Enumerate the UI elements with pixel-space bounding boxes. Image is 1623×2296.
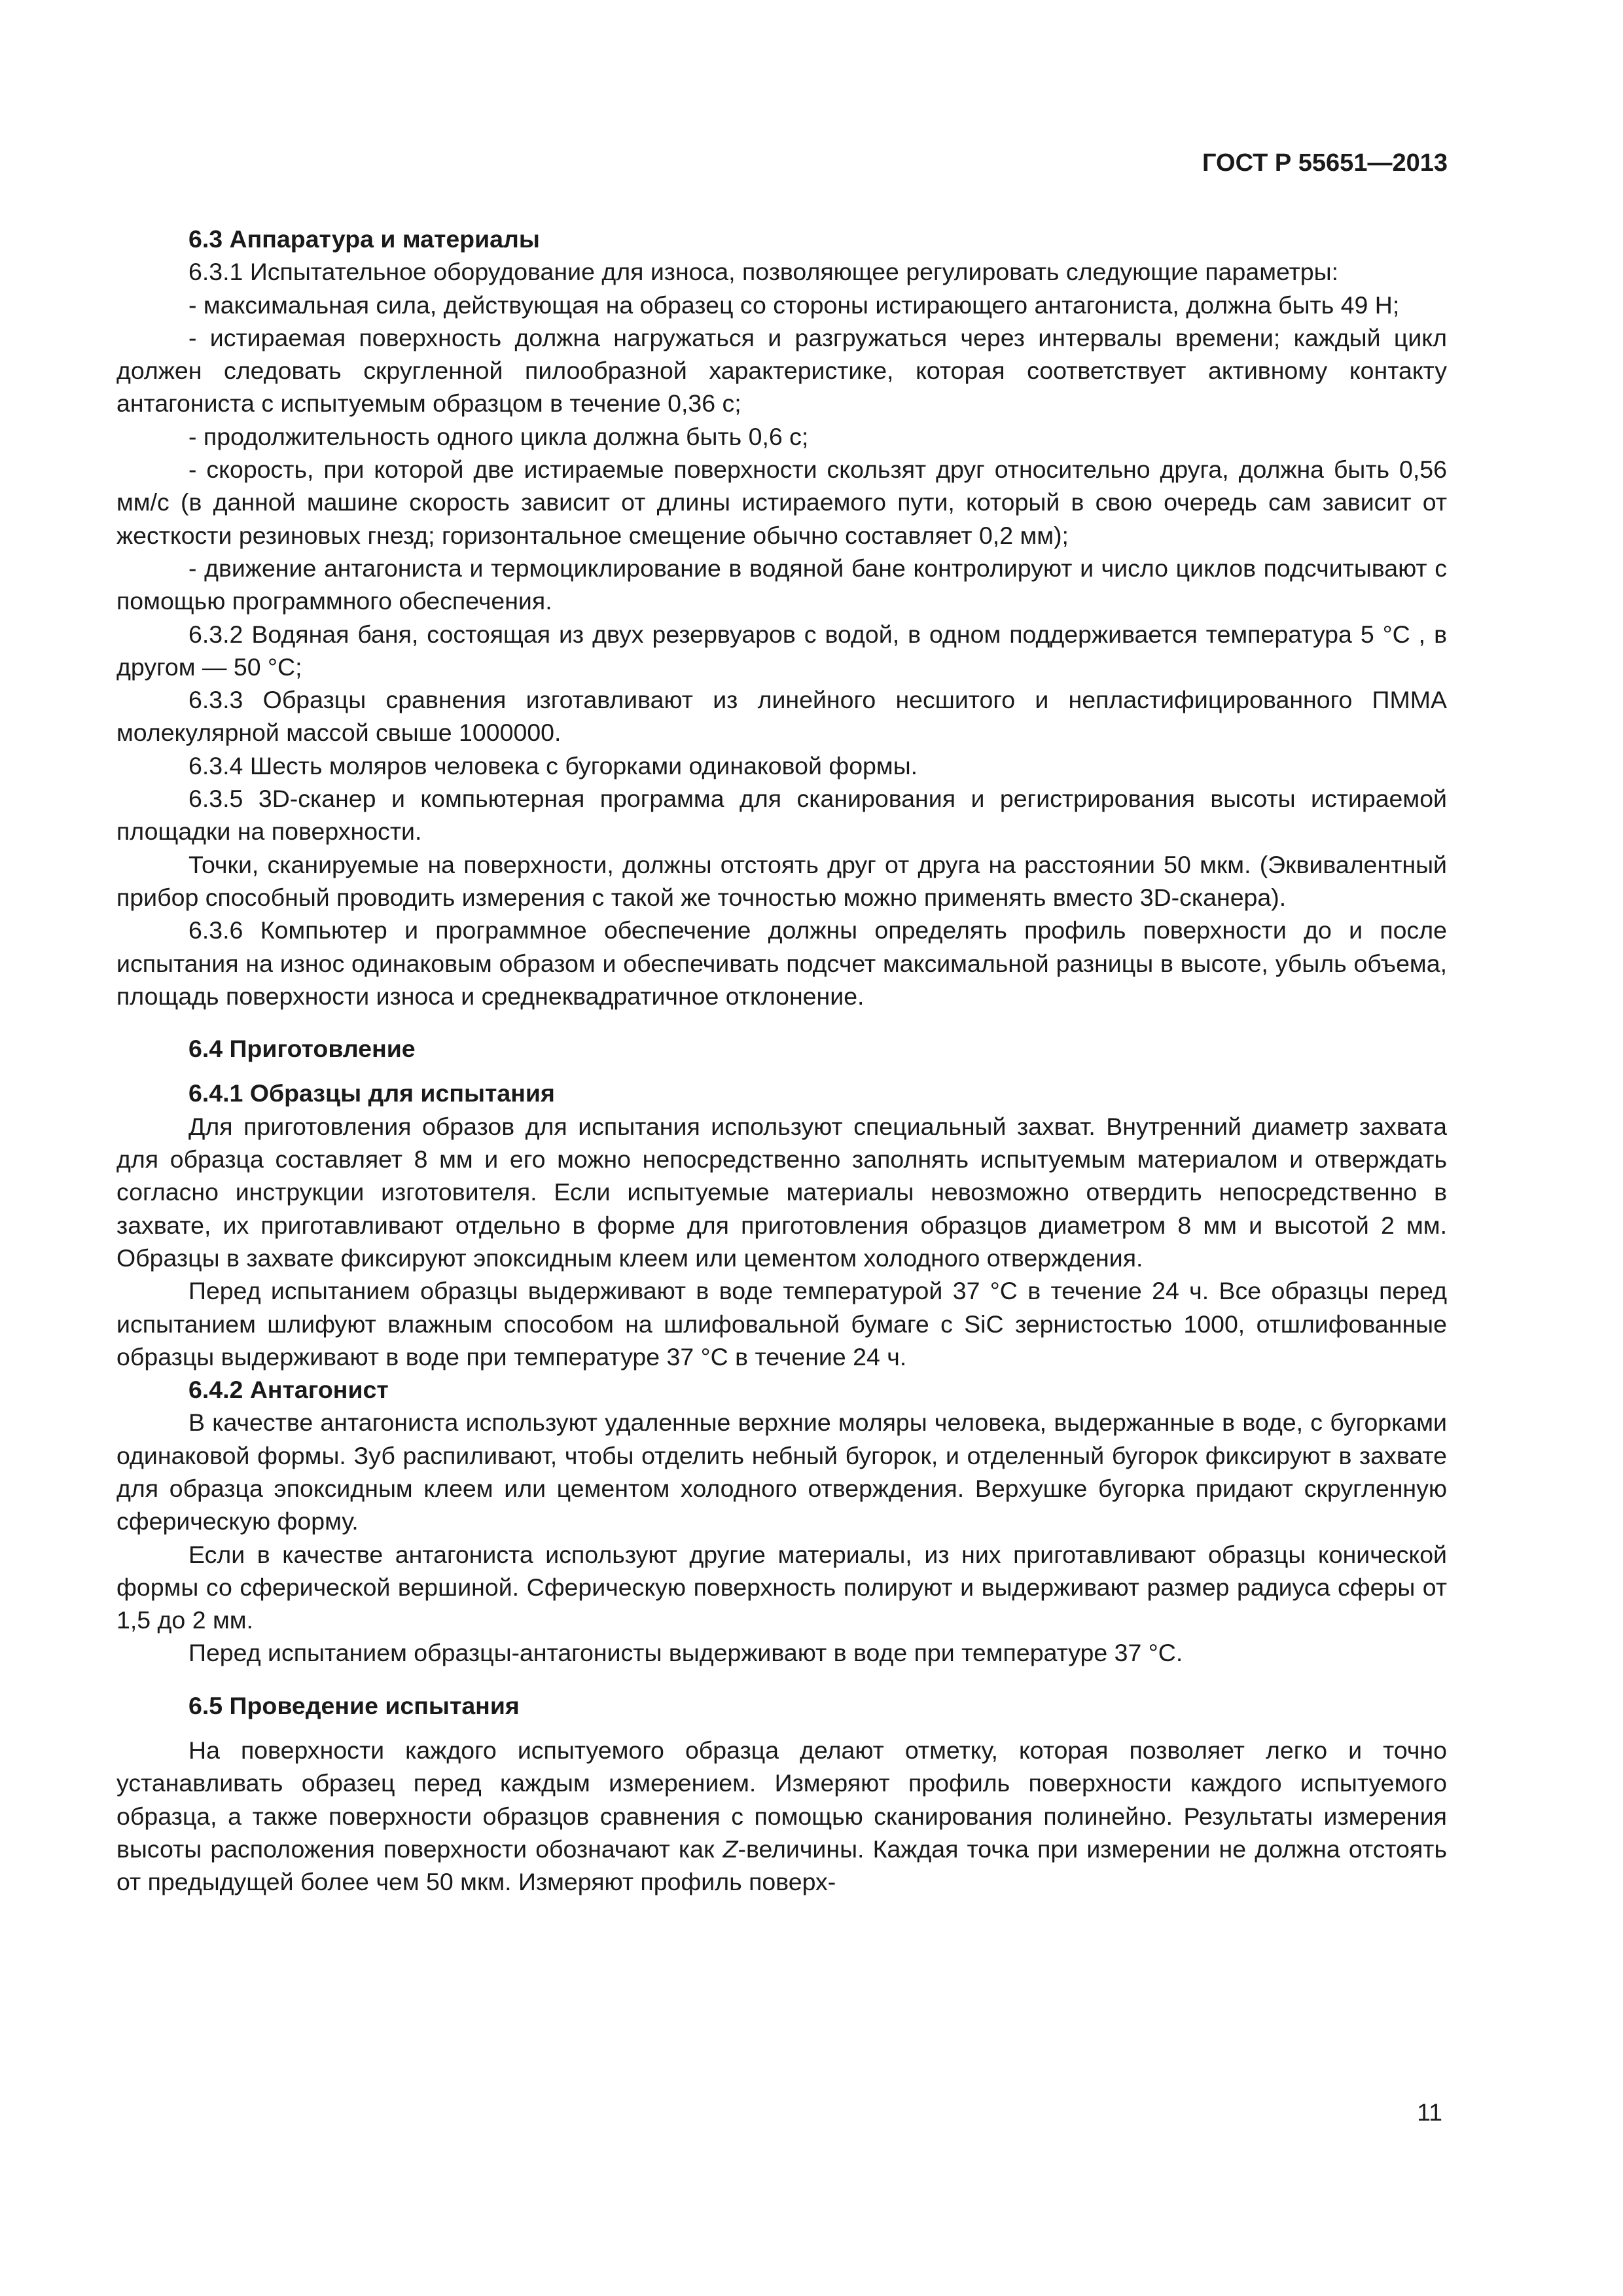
paragraph-6-3-5: 6.3.5 3D-сканер и компьютерная программа для сканирования и регистрирования высоты истираемой площадки на поверхности. — [116, 785, 1447, 846]
page-number: 11 — [1417, 2098, 1442, 2126]
paragraph-6-5-text-start: На поверхности каждого испытуемого образца делают отметку, которая позволяет легко и точно устанавливать образец перед каждым измерением. Измеряют профиль поверхности каждого испытуемого образца, а также поверхности образцов сравнения с помощью сканирования полинейно. Результаты измерения высоты расположения поверхности обозначают как — [116, 1736, 1447, 1863]
paragraph-6-3-5-note: Точки, сканируемые на поверхности, должны отстоять друг от друга на расстоянии 50 мкм. (Эквивалентный прибор способный проводить измерения с такой же точностью можно применять вместо 3D-сканера). — [116, 850, 1447, 911]
z-symbol: Z — [722, 1835, 738, 1863]
standard-header: ГОСТ Р 55651—2013 — [1202, 149, 1448, 177]
list-item: - максимальная сила, действующая на образец со стороны истирающего антагониста, должна быть 49 Н; — [188, 291, 1400, 319]
list-item: - истираемая поверхность должна нагружаться и разгружаться через интервалы времени; каждый цикл должен следовать скругленной пилообразной характеристике, которая соответствует активному контакту антагониста с испытуемым образцом в течение 0,36 с; — [116, 323, 1447, 418]
paragraph-6-3-6: 6.3.6 Компьютер и программное обеспечение должны определять профиль поверхности до и после испытания на износ одинаковым образом и обеспечивать подсчет максимальной разницы в высоте, убыль объема, площадь поверхности износа и среднеквадратичное отклонение. — [116, 916, 1447, 1010]
section-6-5-title: 6.5 Проведение испытания — [188, 1691, 520, 1719]
section-6-4-2-title: 6.4.2 Антагонист — [188, 1376, 389, 1404]
paragraph-6-5 — [116, 1734, 1447, 1898]
list-item: - продолжительность одного цикла должна быть 0,6 с; — [188, 422, 809, 450]
paragraph-6-3-1: 6.3.1 Испытательное оборудование для износа, позволяющее регулировать следующие параметры: — [188, 258, 1339, 286]
section-6-3-title: 6.3 Аппаратура и материалы — [188, 225, 540, 253]
paragraph-6-4-2-c: Перед испытанием образцы-антагонисты выдерживают в воде при температуре 37 °С. — [188, 1639, 1183, 1667]
paragraph-6-3-3: 6.3.3 Образцы сравнения изготавливают из линейного несшитого и непластифицированного ПММА молекулярной массой свыше 1000000. — [116, 686, 1447, 747]
document-body — [116, 223, 1447, 1899]
paragraph-6-3-4: 6.3.4 Шесть моляров человека с бугорками одинаковой формы. — [188, 751, 918, 780]
paragraph-6-4-1-b: Перед испытанием образцы выдерживают в воде температурой 37 °С в течение 24 ч. Все образцы перед испытанием шлифуют влажным способом на шлифовальной бумаге с SiC зернистостью 1000, отшлифованные образцы выдерживают в воде при температуре 37 °С в течение 24 ч. — [116, 1277, 1447, 1371]
section-6-4-1-title: 6.4.1 Образцы для испытания — [188, 1079, 555, 1107]
paragraph-6-4-1-a: Для приготовления образов для испытания используют специальный захват. Внутренний диаметр захвата для образца составляет 8 мм и его можно непосредственно заполнять испытуемым материалом и отверждать согласно инструкции изготовителя. Если испытуемые материалы невозможно отвердить непосредственно в захвате, их приготавливают отдельно в форме для приготовления образцов диаметром 8 мм и высотой 2 мм. Образцы в захвате фиксируют эпоксидным клеем или цементом холодного отверждения. — [116, 1112, 1447, 1272]
list-item: - скорость, при которой две истираемые поверхности скользят друг относительно друга, должна быть 0,56 мм/с (в данной машине скорость зависит от длины истираемого пути, который в свою очередь сам зависит от жесткости резиновых гнезд; горизонтальное смещение обычно составляет 0,2 мм); — [116, 456, 1447, 549]
paragraph-6-5-text-end: -величины. Каждая точка при измерении не должна отстоять от предыдущей более чем 50 мкм. Измеряют профиль поверх- — [116, 1835, 1447, 1896]
paragraph-6-3-2: 6.3.2 Водяная баня, состоящая из двух резервуаров с водой, в одном поддерживается температура 5 °С , в другом — 50 °С; — [116, 620, 1447, 681]
paragraph-6-4-2-b: Если в качестве антагониста используют другие материалы, из них приготавливают образцы конической формы со сферической вершиной. Сферическую поверхность полируют и выдерживают размер радиуса сферы от 1,5 до 2 мм. — [116, 1540, 1447, 1634]
list-item: - движение антагониста и термоциклирование в водяной бане контролируют и число циклов подсчитывают с помощью программного обеспечения. — [116, 554, 1447, 615]
section-6-4-title: 6.4 Приготовление — [188, 1035, 416, 1063]
paragraph-6-4-2-a: В качестве антагониста используют удаленные верхние моляры человека, выдержанные в воде, с бугорками одинаковой формы. Зуб распиливают, чтобы отделить небный бугорок, и отделенный бугорок фиксируют в захвате для образца эпоксидным клеем или цементом холодного отверждения. Верхушке бугорка придают скругленную сферическую форму. — [116, 1408, 1447, 1535]
